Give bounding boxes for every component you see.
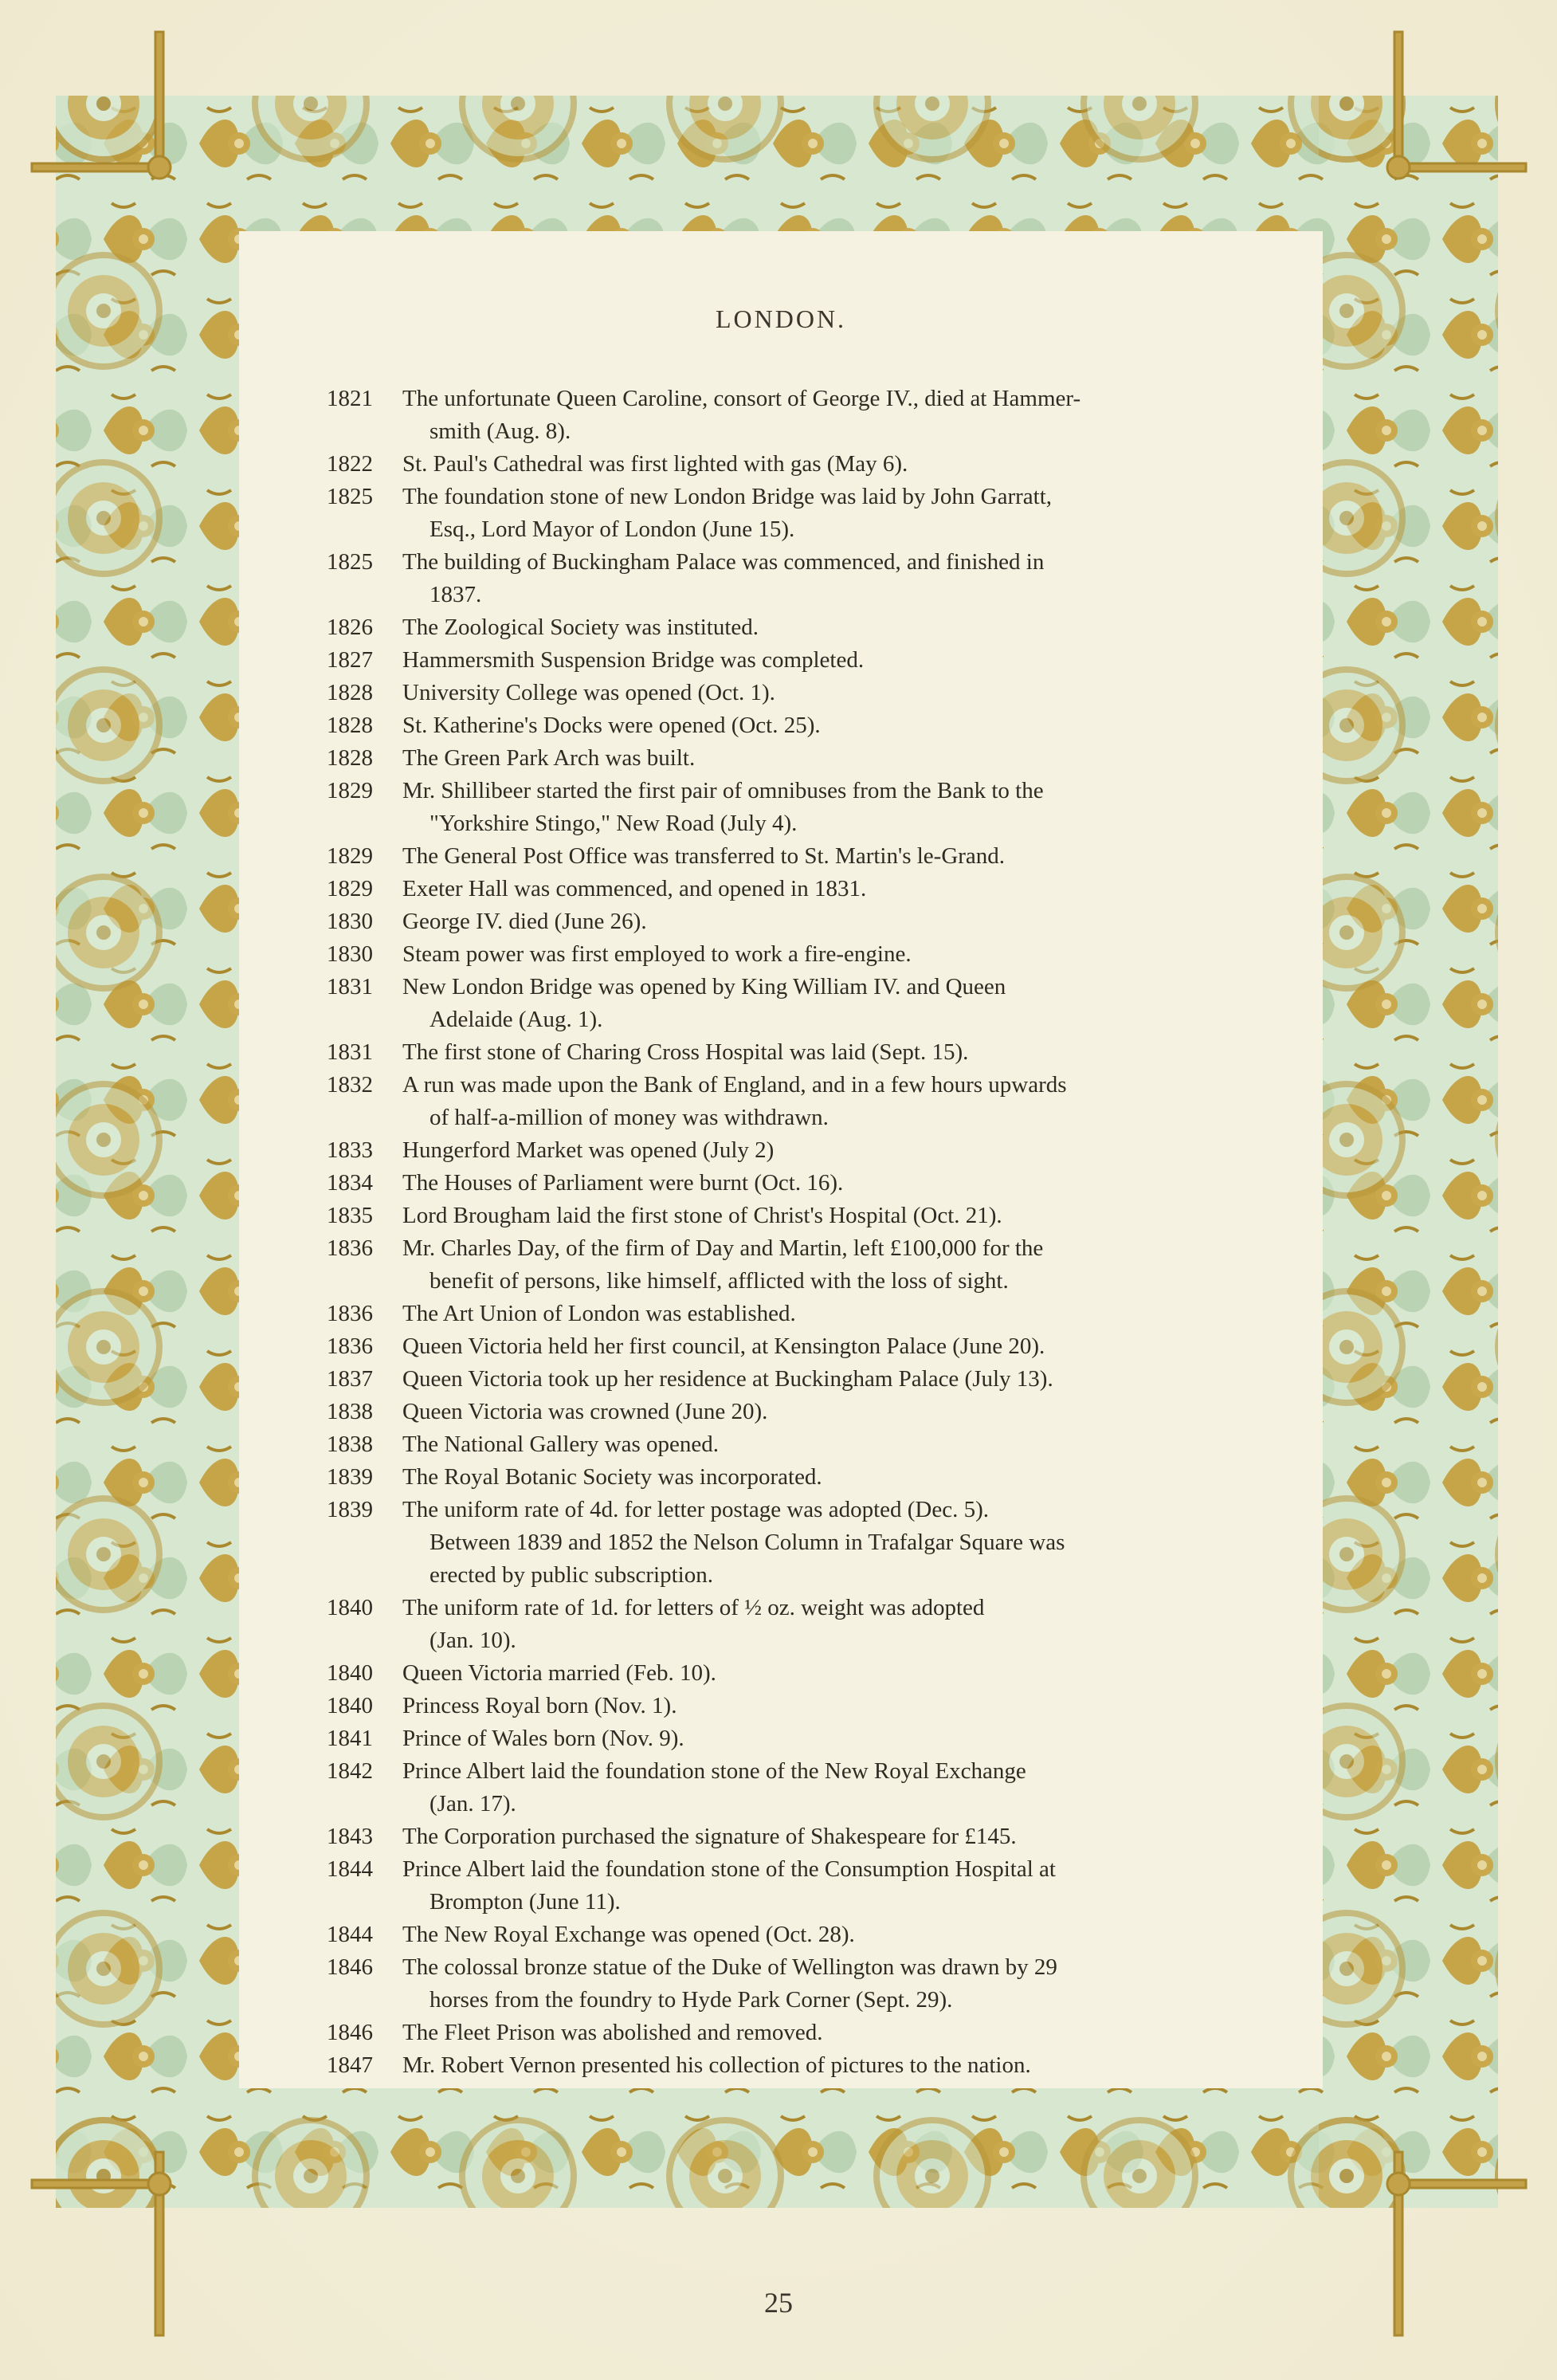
entry-text [402, 1494, 1259, 1526]
entry-text [402, 905, 1259, 938]
chronology-entry [327, 1951, 1259, 2017]
entry-year: 1822 [327, 451, 373, 477]
entry-line: Mr. Charles Day, of the firm of Day and Martin, left £100,000 for the [402, 1235, 1044, 1261]
entry-continuation-line: (Jan. 10). [429, 1628, 516, 1653]
entry-year: 1839 [327, 1464, 373, 1490]
entry-year: 1830 [327, 941, 373, 967]
page-number: 25 [764, 2287, 793, 2319]
entry-continuation-line: horses from the foundry to Hyde Park Corner (Sept. 29). [429, 1987, 953, 2013]
entry-year: 1828 [327, 713, 373, 738]
chronology-entry [327, 742, 1259, 775]
entry-continuation-line: Esq., Lord Mayor of London (June 15). [429, 516, 795, 542]
chronology-entry [327, 2049, 1259, 2082]
entry-text [402, 1134, 1259, 1167]
chronology-entry [327, 1069, 1259, 1134]
entry-continuation-line: Adelaide (Aug. 1). [429, 1007, 603, 1032]
entry-line: The National Gallery was opened. [402, 1432, 719, 1457]
entry-text [402, 677, 1259, 709]
entry-text [402, 1919, 1259, 1951]
chronology-entry [327, 905, 1259, 938]
chronology-entry [327, 873, 1259, 905]
entry-line: Steam power was first employed to work a fire-engine. [402, 941, 912, 967]
entry-year: 1830 [327, 909, 373, 934]
chronology-entry [327, 677, 1259, 709]
entry-line: Queen Victoria held her first council, at Kensington Palace (June 20). [402, 1333, 1045, 1359]
chronology-entry [327, 383, 1259, 448]
chronology-entry [327, 1396, 1259, 1428]
entry-line: Exeter Hall was commenced, and opened in 1831. [402, 876, 867, 901]
entry-text [402, 1853, 1259, 1919]
note-continuation-line: erected by public subscription. [429, 1562, 713, 1588]
entry-year: 1838 [327, 1432, 373, 1457]
entry-line: The colossal bronze statue of the Duke of Wellington was drawn by 29 [402, 1954, 1057, 1980]
entry-text [402, 1363, 1259, 1396]
entry-continuation-line: benefit of persons, like himself, afflicted with the loss of sight. [429, 1268, 1009, 1294]
entry-text [402, 1069, 1259, 1134]
entry-line: Mr. Robert Vernon presented his collection of pictures to the nation. [402, 2052, 1031, 2078]
entry-line: The Green Park Arch was built. [402, 745, 696, 771]
chronology-entry [327, 1363, 1259, 1396]
entry-text [402, 1167, 1259, 1200]
chronology-note [327, 1526, 1259, 1592]
entry-year: 1837 [327, 1366, 373, 1392]
entry-year: 1826 [327, 615, 373, 640]
entry-text [402, 481, 1259, 546]
entry-line: The building of Buckingham Palace was commenced, and finished in [402, 549, 1045, 575]
entry-text [402, 775, 1259, 840]
entry-line: University College was opened (Oct. 1). [402, 680, 775, 705]
chronology-entry [327, 1428, 1259, 1461]
chronology-entry [327, 1690, 1259, 1722]
entry-text [402, 1722, 1259, 1755]
chronology-entry [327, 1232, 1259, 1298]
entry-text [402, 546, 1259, 611]
entry-year: 1846 [327, 1954, 373, 1980]
entry-year: 1836 [327, 1301, 373, 1326]
chronology-entry [327, 1330, 1259, 1363]
entry-line: Prince of Wales born (Nov. 9). [402, 1726, 684, 1751]
entry-text [402, 1036, 1259, 1069]
entry-line: The General Post Office was transferred to St. Martin's le-Grand. [402, 843, 1006, 869]
entry-year: 1829 [327, 843, 373, 869]
entry-line: Hungerford Market was opened (July 2) [402, 1137, 775, 1163]
entry-line: New London Bridge was opened by King William IV. and Queen [402, 974, 1006, 1000]
entry-text [402, 1820, 1259, 1853]
entry-year: 1829 [327, 876, 373, 901]
entry-text [402, 2049, 1259, 2082]
entry-line: The Houses of Parliament were burnt (Oct. 16). [402, 1170, 844, 1196]
entry-text [402, 2017, 1259, 2049]
entry-year: 1828 [327, 680, 373, 705]
entry-year: 1846 [327, 2020, 373, 2045]
entry-text [402, 873, 1259, 905]
entry-line: Prince Albert laid the foundation stone of the New Royal Exchange [402, 1758, 1026, 1784]
entry-line: Mr. Shillibeer started the first pair of omnibuses from the Bank to the [402, 778, 1044, 803]
entry-year: 1843 [327, 1824, 373, 1849]
entry-text [402, 1330, 1259, 1363]
entry-year: 1833 [327, 1137, 373, 1163]
entry-text [402, 1690, 1259, 1722]
entry-text [402, 1200, 1259, 1232]
chronology-entry [327, 1853, 1259, 1919]
entry-year: 1831 [327, 974, 373, 1000]
entry-year: 1844 [327, 1856, 373, 1882]
chronology-entry [327, 1461, 1259, 1494]
entry-year: 1841 [327, 1726, 373, 1751]
entry-text [402, 1755, 1259, 1820]
chronology-entry [327, 1200, 1259, 1232]
entry-line: A run was made upon the Bank of England, and in a few hours upwards [402, 1072, 1067, 1098]
entry-text [402, 1396, 1259, 1428]
entry-year: 1840 [327, 1693, 373, 1718]
note-line: Between 1839 and 1852 the Nelson Column in Trafalgar Square was [429, 1530, 1065, 1555]
entry-line: The New Royal Exchange was opened (Oct. 28). [402, 1922, 855, 1947]
chronology-entry [327, 709, 1259, 742]
entry-line: The uniform rate of 4d. for letter postage was adopted (Dec. 5). [402, 1497, 990, 1522]
entry-year: 1828 [327, 745, 373, 771]
entry-year: 1835 [327, 1203, 373, 1228]
entry-year: 1840 [327, 1595, 373, 1620]
entry-year: 1842 [327, 1758, 373, 1784]
chronology-entry [327, 1134, 1259, 1167]
chronology-entry [327, 1494, 1259, 1526]
entry-year: 1844 [327, 1922, 373, 1947]
entry-line: The uniform rate of 1d. for letters of ½ oz. weight was adopted [402, 1595, 985, 1620]
entry-line: George IV. died (June 26). [402, 909, 647, 934]
chronology-entry [327, 1298, 1259, 1330]
entry-text [402, 1298, 1259, 1330]
entry-year: 1827 [327, 647, 373, 673]
entry-text [402, 644, 1259, 677]
entry-line: The foundation stone of new London Bridge was laid by John Garratt, [402, 484, 1053, 509]
entry-continuation-line: (Jan. 17). [429, 1791, 516, 1816]
entry-line: The Fleet Prison was abolished and removed. [402, 2020, 823, 2045]
chronology-entry [327, 481, 1259, 546]
entry-text [402, 1657, 1259, 1690]
entry-line: The Corporation purchased the signature of Shakespeare for £145. [402, 1824, 1017, 1849]
chronology-entry [327, 971, 1259, 1036]
entry-line: Hammersmith Suspension Bridge was completed. [402, 647, 865, 673]
chronology-entry [327, 644, 1259, 677]
entry-year: 1836 [327, 1333, 373, 1359]
chronology-entry [327, 775, 1259, 840]
entry-line: Queen Victoria took up her residence at Buckingham Palace (July 13). [402, 1366, 1053, 1392]
entry-line: St. Katherine's Docks were opened (Oct. 25). [402, 713, 821, 738]
chronology-entry [327, 840, 1259, 873]
entry-text [402, 709, 1259, 742]
chronology-entry [327, 1036, 1259, 1069]
chronology-entry [327, 938, 1259, 971]
chronology-entry [327, 1820, 1259, 1853]
entry-line: St. Paul's Cathedral was first lighted with gas (May 6). [402, 451, 908, 477]
entry-year: 1839 [327, 1497, 373, 1522]
entry-text [402, 611, 1259, 644]
entry-text [402, 1951, 1259, 2017]
entry-text [402, 938, 1259, 971]
chronology-entry [327, 546, 1259, 611]
entry-text [402, 971, 1259, 1036]
chronology-entry [327, 1167, 1259, 1200]
entry-continuation-line: 1837. [429, 582, 482, 607]
chronology-entry [327, 611, 1259, 644]
entry-text [402, 840, 1259, 873]
entry-text [402, 742, 1259, 775]
chronology-entry [327, 1919, 1259, 1951]
entry-continuation-line: Brompton (June 11). [429, 1889, 621, 1915]
chronology-entry [327, 1657, 1259, 1690]
entry-line: Prince Albert laid the foundation stone of the Consumption Hospital at [402, 1856, 1056, 1882]
entry-continuation-line: of half-a-million of money was withdrawn. [429, 1105, 829, 1130]
entry-text [402, 448, 1259, 481]
chronology-entry [327, 2017, 1259, 2049]
entry-continuation-line: smith (Aug. 8). [429, 418, 571, 444]
chronology-entry [327, 1592, 1259, 1657]
chronology-list [327, 383, 1259, 2082]
entry-year: 1831 [327, 1039, 373, 1065]
entry-text [402, 1592, 1259, 1657]
entry-year: 1838 [327, 1399, 373, 1424]
entry-line: The first stone of Charing Cross Hospital was laid (Sept. 15). [402, 1039, 969, 1065]
entry-line: The Art Union of London was established. [402, 1301, 796, 1326]
entry-year: 1847 [327, 2052, 373, 2078]
entry-text [402, 383, 1259, 448]
entry-year: 1821 [327, 386, 373, 411]
entry-year: 1840 [327, 1660, 373, 1686]
entry-line: Queen Victoria married (Feb. 10). [402, 1660, 716, 1686]
entry-text [402, 1461, 1259, 1494]
entry-continuation-line: "Yorkshire Stingo," New Road (July 4). [429, 811, 798, 836]
entry-year: 1834 [327, 1170, 373, 1196]
entry-text [402, 1428, 1259, 1461]
page-title: LONDON. [715, 304, 847, 333]
entry-line: The Zoological Society was instituted. [402, 615, 759, 640]
entry-line: The unfortunate Queen Caroline, consort of George IV., died at Hammer- [402, 386, 1081, 411]
chronology-entry [327, 1722, 1259, 1755]
entry-line: Lord Brougham laid the first stone of Christ's Hospital (Oct. 21). [402, 1203, 1002, 1228]
entry-year: 1836 [327, 1235, 373, 1261]
chronology-entry [327, 1755, 1259, 1820]
chronology-entry [327, 448, 1259, 481]
entry-year: 1832 [327, 1072, 373, 1098]
entry-text [402, 1232, 1259, 1298]
entry-year: 1825 [327, 484, 373, 509]
entry-line: The Royal Botanic Society was incorporated. [402, 1464, 822, 1490]
entry-year: 1825 [327, 549, 373, 575]
entry-year: 1829 [327, 778, 373, 803]
text-panel [239, 231, 1323, 2088]
entry-line: Princess Royal born (Nov. 1). [402, 1693, 677, 1718]
entry-line: Queen Victoria was crowned (June 20). [402, 1399, 768, 1424]
